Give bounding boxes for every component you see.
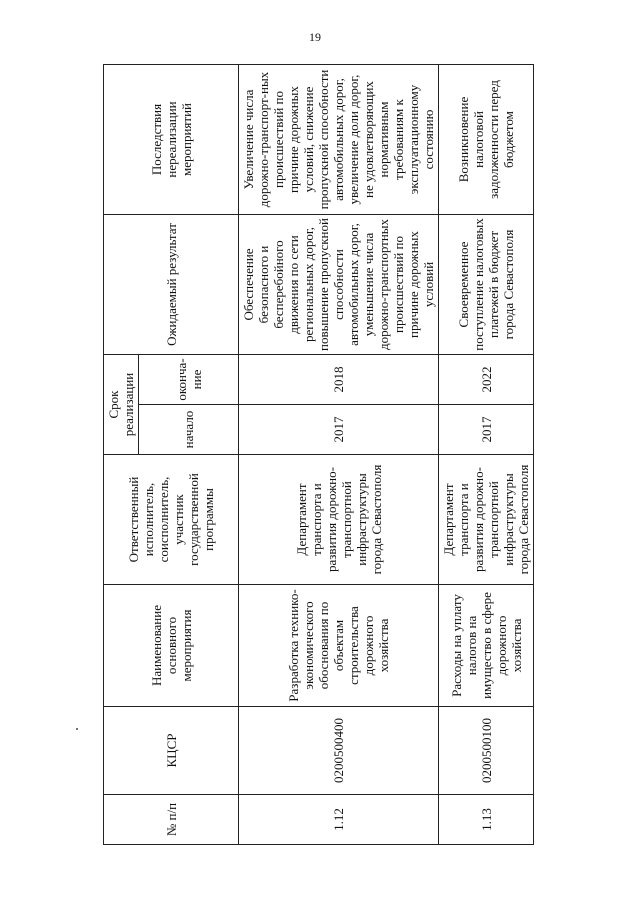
header-result: Ожидаемый результат	[104, 215, 239, 355]
cell-num: 1.12	[239, 795, 439, 845]
header-executor: Ответственный исполнитель, соисполнитель, участник государственной программы	[104, 455, 239, 585]
cell-result: Обеспечение безопасного и бесперебойного движения по сети региональных дорог, повышение пропускной способности автомобильных дорог, уменьшение числа дорожно-транспортных происшествий по причине дорожных условий	[239, 215, 439, 355]
cell-start: 2017	[439, 405, 534, 455]
header-consequences: Последствия нереализации мероприятий	[104, 65, 239, 215]
header-kcsr: КЦСР	[104, 707, 239, 795]
cell-name: Расходы на уплату налогов на имущество в сфере дорожного хозяйства	[439, 585, 534, 707]
header-end: оконча-ние	[139, 355, 239, 405]
cell-executor: Департамент транспорта и развития дорожно-транспортной инфраструктуры города Севастополя	[439, 455, 534, 585]
header-name: Наименование основного мероприятия	[104, 585, 239, 707]
header-start: начало	[139, 405, 239, 455]
cell-kcsr: 0200500400	[239, 707, 439, 795]
cell-result: Своевременное поступление налоговых платежей в бюджет города Севастополя	[439, 215, 534, 355]
cell-num: 1.13	[439, 795, 534, 845]
cell-kcsr: 0200500100	[439, 707, 534, 795]
cell-end: 2018	[239, 355, 439, 405]
cell-start: 2017	[239, 405, 439, 455]
cell-name: Разработка технико-экономического обоснования по объектам строительства дорожного хозяйства	[239, 585, 439, 707]
header-term: Срок реализации	[104, 355, 139, 455]
table-row	[439, 65, 534, 845]
measures-table	[103, 64, 534, 845]
scan-speck	[76, 728, 78, 730]
header-num: № п/п	[104, 795, 239, 845]
cell-executor: Департамент транспорта и развития дорожно-транспортной инфраструктуры города Севастополя	[239, 455, 439, 585]
table-row	[239, 65, 439, 845]
cell-end: 2022	[439, 355, 534, 405]
cell-consequences: Увеличение числа дорожно-транспорт-ных происшествий по причине дорожных условий, снижение пропускной способности автомобильных дорог, увеличение доли дорог, не удовлетворяющих нормативным требованиям к эксплуатационному состоянию	[239, 65, 439, 215]
cell-consequences: Возникновение налоговой задолженности перед бюджетом	[439, 65, 534, 215]
rotated-table-container	[103, 65, 533, 845]
page-number: 19	[309, 30, 321, 44]
